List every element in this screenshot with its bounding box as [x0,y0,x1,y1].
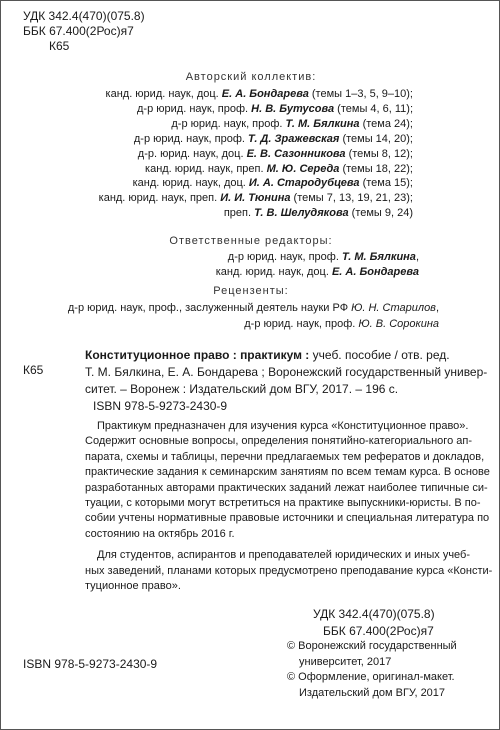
author-line [99,176,413,191]
abstract [85,419,493,594]
abstract-line: ных заведений, планами которых предусмотрено преподавание курса «Консти- [85,564,493,577]
author-mark: К65 [49,39,70,53]
footer-classification [313,606,435,640]
credential: преп. [223,207,255,220]
book-subtitle: учеб. пособие / отв. ред. [309,348,450,362]
role-note: (темы 9, 24) [348,207,413,220]
role-note: (темы 7, 13, 19, 21, 23); [290,192,413,205]
abstract-line: туционное право». [85,580,181,593]
reviewers-list [68,301,439,332]
reviewers-title: Рецензенты: [213,285,289,297]
footer-bbk: ББК 67.400(2Рос)я7 [323,624,434,638]
person-name: Н. В. Бутусова [251,102,335,115]
author-line [99,147,413,162]
abstract-line: парата, схемы и таблицы, перечни предлагаемых тем рефератов и докладов, [85,450,485,463]
reviewer-line [68,301,439,317]
credential: канд. юрид. наук, доц. [105,88,222,100]
editors-title: Ответственные редакторы: [169,235,333,247]
catalog-line-2: Т. М. Бялкина, Е. А. Бондарева ; Воронежский государственный универ- [85,365,488,379]
editors-list [216,250,419,280]
catalog-line-3: ситет. – Воронеж : Издательский дом ВГУ, 2017. – 196 с. [85,382,399,396]
abstract-line: Практикум предназначен для изучения курса «Конституционное право». [97,420,469,432]
abstract-line: состоянию на октябрь 2016 г. [85,527,235,540]
editor-line [216,265,419,280]
copyright-university: © Воронежский государственный [287,640,457,652]
person-name: Е. В. Сазонникова [246,147,346,160]
footer-isbn: ISBN 978-5-9273-2430-9 [23,657,158,671]
role-note: (темы 8, 12); [345,147,413,160]
author-line [99,191,413,206]
role-note: (темы 18, 22); [339,162,413,175]
person-name: Е. А. Бондарева [221,88,309,100]
authors-list [99,87,413,221]
credential: канд. юрид. наук, доц. [132,177,249,190]
author-line [99,87,413,102]
author-line [99,132,413,147]
copyright-block [287,639,457,701]
abstract-paragraph-2 [85,548,493,594]
credential: д-р юрид. наук, проф. [171,117,286,130]
author-line [99,162,413,177]
abstract-paragraph-1 [85,419,490,542]
person-name: Т. М. Бялкина [285,117,360,130]
copyright-design: © Оформление, оригинал-макет. [287,671,455,683]
person-name: И. А. Стародубцева [248,177,360,190]
person-name: М. Ю. Середа [266,162,340,175]
catalog-code: К65 [23,363,44,377]
credential: д-р юрид. наук, проф. [244,317,359,330]
role-note: (тема 15); [359,177,413,190]
role-note: (темы 4, 6, 11); [334,102,413,115]
bbk-code: ББК 67.400(2Рос)я7 [23,24,134,38]
person-name: И. И. Тюнина [220,192,291,205]
person-name: Ю. В. Сорокина [358,317,439,330]
credential: канд. юрид. наук, преп. [98,192,221,205]
author-line [99,117,413,132]
credential: д-р юрид. наук, проф., заслуженный деятель науки РФ [67,302,352,314]
role-note: , [435,302,439,314]
credential: д-р юрид. наук, проф. [137,102,252,115]
catalog-isbn: ISBN 978-5-9273-2430-9 [93,399,228,413]
catalog-entry [85,347,488,415]
abstract-line: Содержит основные вопросы, определения понятийно-категориального ап- [85,435,472,448]
credential: канд. юрид. наук, доц. [215,265,332,278]
author-line [99,102,413,117]
abstract-line: практические задания к семинарским занятиям по всем темам курса. В основе [85,466,490,479]
editor-line [216,250,419,265]
abstract-line: туации, с которыми могут встретиться на практике выпускники-юристы. В по- [85,497,481,510]
credential: канд. юрид. наук, преп. [145,162,267,175]
reviewer-line [68,317,439,333]
person-name: Т. М. Бялкина [341,251,416,263]
authors-title: Авторский коллектив: [185,71,317,83]
book-title: Конституционное право : практикум : [85,348,310,362]
role-note: (темы 1–3, 5, 9–10); [308,88,413,100]
copyright-design-year: Издательский дом ВГУ, 2017 [299,686,446,699]
credential: д-р юрид. наук, проф. [227,251,342,263]
person-name: Т. Д. Зражевская [248,132,340,145]
udk-code: УДК 342.4(470)(075.8) [23,9,145,23]
credential: д-р юрид. наук, проф. [133,132,249,145]
footer-udk: УДК 342.4(470)(075.8) [313,607,435,621]
role-note: (тема 24); [359,117,413,130]
author-line [99,206,413,221]
abstract-line: Для студентов, аспирантов и преподавателей юридических и иных учеб- [97,549,471,562]
copyright-university-year: университет, 2017 [299,655,392,668]
person-name: Т. В. Шелудякова [254,207,349,220]
role-note: , [415,251,419,263]
credential: д-р. юрид. наук, доц. [137,147,247,160]
classification-header [23,9,145,54]
abstract-line: разработанных авторами практических заданий лежат наиболее типичные си- [85,481,488,494]
person-name: Ю. Н. Старилов [351,302,436,314]
person-name: Е. А. Бондарева [331,265,419,278]
abstract-line: собии учтены нормативные правовые источники и специальная литература по [85,512,490,525]
role-note: (темы 14, 20); [339,132,413,145]
